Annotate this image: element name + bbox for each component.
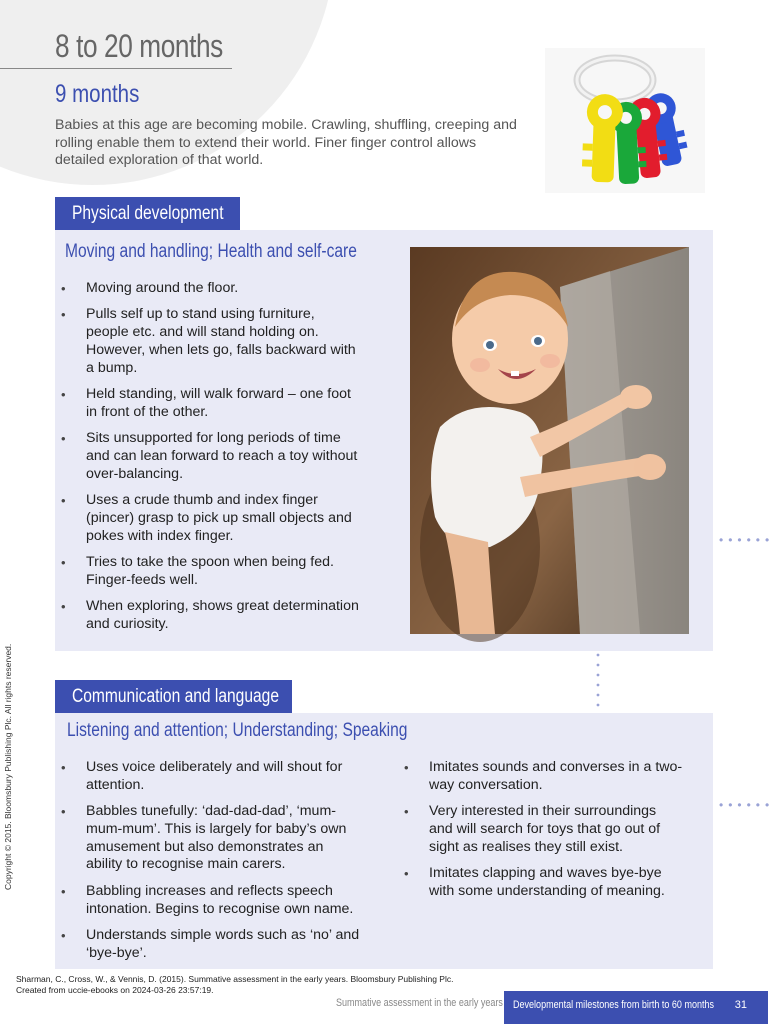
copyright-notice: Copyright © 2015. Bloomsbury Publishing Plc. All rights reserved. [3,643,13,890]
citation-line: Sharman, C., Cross, W., & Vennis, D. (2015). Summative assessment in the early years. Bloomsbury Publishing Plc. [16,974,454,984]
list-item: • Sits unsupported for long periods of time and can lean forward to reach a toy without over-balancing. [55,430,360,483]
communication-subheading: Listening and attention; Understanding; Speaking [67,720,408,741]
list-item: • Babbling increases and reflects speech intonation. Begins to recognise own name. [55,883,360,919]
decorative-dots [596,652,600,714]
communication-bullet-list-left [55,759,360,971]
physical-development-tab: Physical development [55,197,240,230]
decorative-dots: •••••• [719,533,774,547]
page-title: 8 to 20 months [55,28,223,64]
plastic-keys-image [545,48,705,193]
communication-language-tab: Communication and language [55,680,292,713]
list-item: • Pulls self up to stand using furniture, people etc. and will stand holding on. However, when lets go, falls backward with a bump. [55,306,360,377]
citation-line: Created from uccie-ebooks on 2024-03-26 23:57:19. [16,984,214,995]
footer-bar [504,991,768,1024]
physical-subheading: Moving and handling; Health and self-care [65,241,357,262]
list-item: • Uses a crude thumb and index finger (pincer) grasp to pick up small objects and pokes with index finger. [55,492,360,545]
list-item: • Held standing, will walk forward – one foot in front of the other. [55,386,360,422]
communication-bullet-list-right [398,759,683,909]
list-item: • Very interested in their surroundings and will search for toys that go out of sight as realises they still exist. [398,803,683,856]
list-item: • Tries to take the spoon when being fed. Finger-feeds well. [55,554,360,590]
age-heading: 9 months [55,80,140,108]
physical-bullet-list [55,280,360,642]
footer-book-title: Summative assessment in the early years [336,997,503,1009]
citation [16,974,453,995]
decorative-dots: •••••• [719,798,774,812]
list-item: • Imitates clapping and waves bye-bye with some understanding of meaning. [398,865,683,901]
list-item: • Moving around the floor. [55,280,360,298]
list-item: • Imitates sounds and converses in a two-way conversation. [398,759,683,795]
intro-paragraph: Babies at this age are becoming mobile. Crawling, shuffling, creeping and rolling enable them to extend their world. Finer finger control allows detailed exploration of that world. [55,117,517,168]
list-item: • Understands simple words such as ‘no’ and ‘bye-bye’. [55,927,360,963]
list-item: • When exploring, shows great determination and curiosity. [55,598,360,634]
list-item: • Babbles tunefully: ‘dad-dad-dad’, ‘mum-mum-mum’. This is largely for baby’s own amusement but also demonstrates an ability to recognise main carers. [55,803,360,874]
footer-section-title: Developmental milestones from birth to 60 months [513,999,715,1011]
title-rule [0,68,232,69]
baby-photo [410,247,689,634]
list-item: • Uses voice deliberately and will shout for attention. [55,759,360,795]
page-number: 31 [734,999,747,1011]
